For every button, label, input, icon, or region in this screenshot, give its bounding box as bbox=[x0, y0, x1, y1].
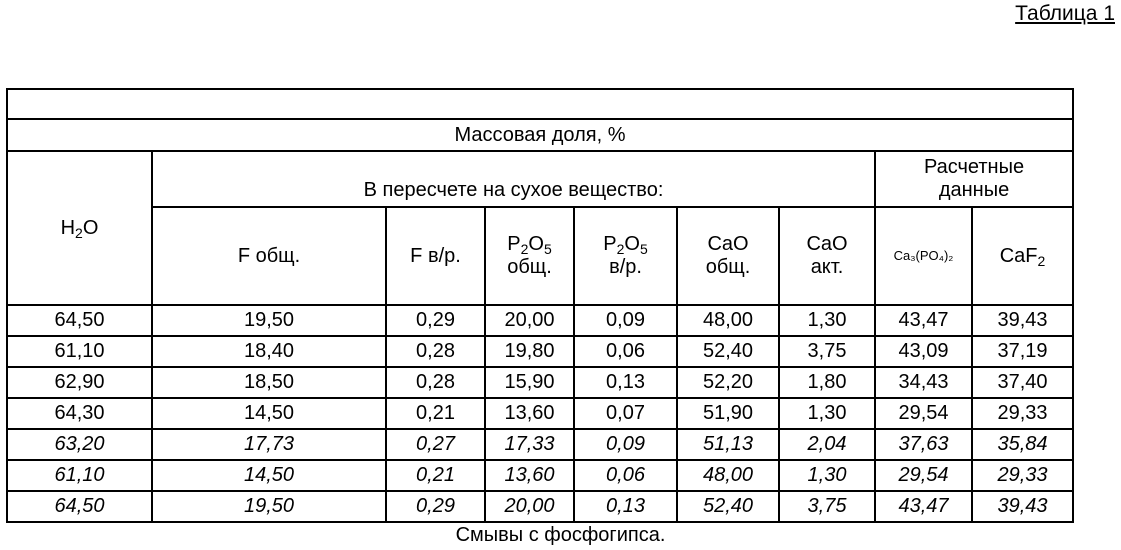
dry-basis-header: В пересчете на сухое вещество: bbox=[152, 151, 875, 207]
table-title: Таблица 1 bbox=[1015, 2, 1115, 25]
table-row bbox=[7, 491, 1073, 522]
cell-h2o: 62,90 bbox=[7, 367, 152, 398]
cell-ca3po42: 43,09 bbox=[875, 336, 972, 367]
cell-p2o5-wr: 0,13 bbox=[574, 491, 677, 522]
cell-ca3po42: 29,54 bbox=[875, 398, 972, 429]
cell-f-wr: 0,21 bbox=[386, 460, 485, 491]
empty-header-row bbox=[7, 89, 1073, 119]
cell-p2o5-total: 20,00 bbox=[485, 305, 574, 336]
cell-p2o5-total: 19,80 bbox=[485, 336, 574, 367]
cell-p2o5-wr: 0,09 bbox=[574, 429, 677, 460]
table-row bbox=[7, 367, 1073, 398]
cao-act-header: CaO акт. bbox=[779, 207, 875, 305]
cell-caf2: 35,84 bbox=[972, 429, 1073, 460]
cell-cao-total: 51,13 bbox=[677, 429, 779, 460]
cell-caf2: 37,40 bbox=[972, 367, 1073, 398]
ca3po42-header: Ca₃(PO₄)₂ bbox=[875, 207, 972, 305]
cell-h2o: 61,10 bbox=[7, 336, 152, 367]
cell-p2o5-wr: 0,09 bbox=[574, 305, 677, 336]
cell-f-total: 14,50 bbox=[152, 398, 386, 429]
p2o5-total-header: $P_2O_5$ общ. bbox=[485, 207, 574, 305]
cell-f-total: 14,50 bbox=[152, 460, 386, 491]
cell-p2o5-wr: 0,13 bbox=[574, 367, 677, 398]
calculated-header: Расчетные данные bbox=[875, 151, 1073, 207]
cell-caf2: 37,19 bbox=[972, 336, 1073, 367]
cell-cao-act: 1,80 bbox=[779, 367, 875, 398]
cell-h2o: 64,50 bbox=[7, 491, 152, 522]
cell-cao-act: 1,30 bbox=[779, 460, 875, 491]
cell-p2o5-total: 17,33 bbox=[485, 429, 574, 460]
cell-cao-act: 1,30 bbox=[779, 398, 875, 429]
mass-fraction-header: Массовая доля, % bbox=[7, 119, 1073, 151]
cell-f-wr: 0,21 bbox=[386, 398, 485, 429]
data-table bbox=[6, 88, 1074, 523]
f-total-header: F общ. bbox=[152, 207, 386, 305]
cell-caf2: 29,33 bbox=[972, 398, 1073, 429]
cell-p2o5-wr: 0,06 bbox=[574, 460, 677, 491]
cell-f-wr: 0,29 bbox=[386, 491, 485, 522]
cell-cao-total: 52,20 bbox=[677, 367, 779, 398]
f-wr-header: F в/р. bbox=[386, 207, 485, 305]
table-header bbox=[7, 89, 1073, 305]
cell-cao-total: 52,40 bbox=[677, 491, 779, 522]
cell-cao-act: 3,75 bbox=[779, 491, 875, 522]
cell-f-total: 19,50 bbox=[152, 491, 386, 522]
table-row bbox=[7, 305, 1073, 336]
cell-h2o: 64,30 bbox=[7, 398, 152, 429]
cell-cao-total: 48,00 bbox=[677, 460, 779, 491]
cell-f-total: 18,40 bbox=[152, 336, 386, 367]
table-row bbox=[7, 460, 1073, 491]
cell-p2o5-wr: 0,07 bbox=[574, 398, 677, 429]
cell-caf2: 29,33 bbox=[972, 460, 1073, 491]
cell-p2o5-total: 20,00 bbox=[485, 491, 574, 522]
cell-ca3po42: 43,47 bbox=[875, 305, 972, 336]
table-row bbox=[7, 429, 1073, 460]
table-row bbox=[7, 336, 1073, 367]
cell-f-wr: 0,28 bbox=[386, 336, 485, 367]
cell-cao-act: 3,75 bbox=[779, 336, 875, 367]
p2o5-wr-header: $P_2O_5$ в/р. bbox=[574, 207, 677, 305]
cell-p2o5-wr: 0,06 bbox=[574, 336, 677, 367]
cell-f-total: 18,50 bbox=[152, 367, 386, 398]
cell-cao-total: 51,90 bbox=[677, 398, 779, 429]
cell-f-total: 17,73 bbox=[152, 429, 386, 460]
cell-f-wr: 0,27 bbox=[386, 429, 485, 460]
h2o-header: $H_2O$ bbox=[7, 151, 152, 305]
cell-ca3po42: 43,47 bbox=[875, 491, 972, 522]
cell-p2o5-total: 13,60 bbox=[485, 460, 574, 491]
cao-total-header: CaO общ. bbox=[677, 207, 779, 305]
cell-ca3po42: 29,54 bbox=[875, 460, 972, 491]
cell-f-wr: 0,29 bbox=[386, 305, 485, 336]
cell-ca3po42: 37,63 bbox=[875, 429, 972, 460]
cell-cao-act: 1,30 bbox=[779, 305, 875, 336]
cell-ca3po42: 34,43 bbox=[875, 367, 972, 398]
cell-h2o: 61,10 bbox=[7, 460, 152, 491]
cell-cao-total: 52,40 bbox=[677, 336, 779, 367]
cell-f-total: 19,50 bbox=[152, 305, 386, 336]
cell-caf2: 39,43 bbox=[972, 491, 1073, 522]
table-row bbox=[7, 398, 1073, 429]
cell-cao-act: 2,04 bbox=[779, 429, 875, 460]
cell-f-wr: 0,28 bbox=[386, 367, 485, 398]
table-caption: Смывы с фосфогипса. bbox=[455, 524, 666, 546]
cell-cao-total: 48,00 bbox=[677, 305, 779, 336]
cell-p2o5-total: 15,90 bbox=[485, 367, 574, 398]
cell-h2o: 64,50 bbox=[7, 305, 152, 336]
caf2-header: CaF$_2$ bbox=[972, 207, 1073, 305]
cell-h2o: 63,20 bbox=[7, 429, 152, 460]
cell-caf2: 39,43 bbox=[972, 305, 1073, 336]
table-body bbox=[7, 305, 1073, 522]
cell-p2o5-total: 13,60 bbox=[485, 398, 574, 429]
